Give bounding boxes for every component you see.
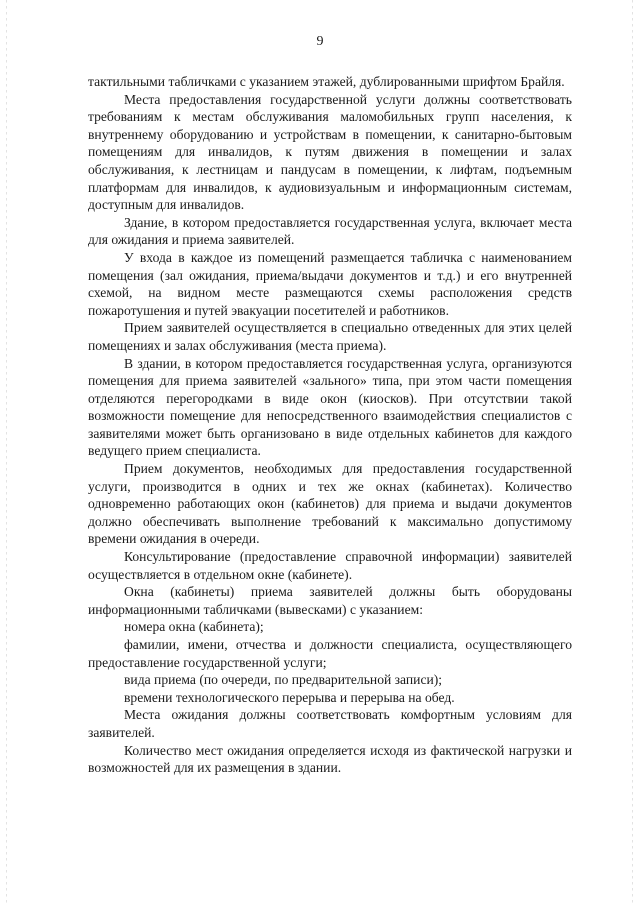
- paragraph: Прием документов, необходимых для предоставления государственной услуги, производится в одних и тех же окнах (кабинетах). Количество одновременно работающих окон (кабинетов) для приема и выдачи документов должно обеспечивать выполнение требований к максимально допустимому времени ожидания в очереди.: [88, 461, 572, 547]
- paragraph: В здании, в котором предоставляется государственная услуга, организуются помещения для приема заявителей «зального» типа, при этом части помещения отделяются перегородками в виде окон (киосков). При отсутствии такой возможности помещение для непосредственного взаимодействия специалистов с заявителями может быть организовано в виде отдельных кабинетов для каждого ведущего прием специалиста.: [88, 355, 572, 459]
- paragraph: Консультирование (предоставление справочной информации) заявителей осуществляется в отдельном окне (кабинете).: [88, 549, 572, 582]
- paragraph: Количество мест ожидания определяется исходя из фактической нагрузки и возможностей для их размещения в здании.: [88, 742, 572, 776]
- paragraph: Окна (кабинеты) приема заявителей должны быть оборудованы информационными табличками (вывесками) с указанием:: [88, 584, 572, 617]
- paragraph: Прием заявителей осуществляется в специально отведенных для этих целей помещениях и залах обслуживания (места приема).: [88, 320, 572, 353]
- scan-edge-left: [6, 0, 7, 905]
- list-item: вида приема (по очереди, по предварительной записи);: [124, 672, 443, 688]
- paragraph: Здание, в котором предоставляется государственная услуга, включает места для ожидания и приема заявителей.: [88, 214, 572, 248]
- list-item: номера окна (кабинета);: [124, 619, 264, 635]
- paragraph: Места ожидания должны соответствовать комфортным условиям для заявителей.: [88, 707, 572, 740]
- document-body: [88, 73, 572, 777]
- paragraph: Места предоставления государственной услуги должны соответствовать требованиям к местам обслуживания маломобильных групп населения, к внутреннему оборудованию и устройствам в помещении, к санитарно-бытовым помещениям для инвалидов, к путям движения в помещении и залах обслуживания, к лестницам и пандусам в помещении, к лифтам, подъемным платформам для инвалидов, к аудиовизуальным и информационным системам, доступным для инвалидов.: [88, 91, 572, 213]
- list-item: времени технологического перерыва и перерыва на обед.: [124, 689, 455, 705]
- page-number: 9: [316, 34, 324, 49]
- list-item: фамилии, имени, отчества и должности специалиста, осуществляющего предоставление государственной услуги;: [88, 637, 572, 670]
- paragraph-continuation: тактильными табличками с указанием этажей, дублированными шрифтом Брайля.: [88, 74, 565, 89]
- scan-edge-right: [632, 0, 633, 905]
- paragraph: У входа в каждое из помещений размещается табличка с наименованием помещения (зал ожидания, приема/выдачи документов и т.д.) и его внутренней схемой, на видном месте размещаются схемы расположения средств пожаротушения и путей эвакуации посетителей и работников.: [88, 249, 572, 318]
